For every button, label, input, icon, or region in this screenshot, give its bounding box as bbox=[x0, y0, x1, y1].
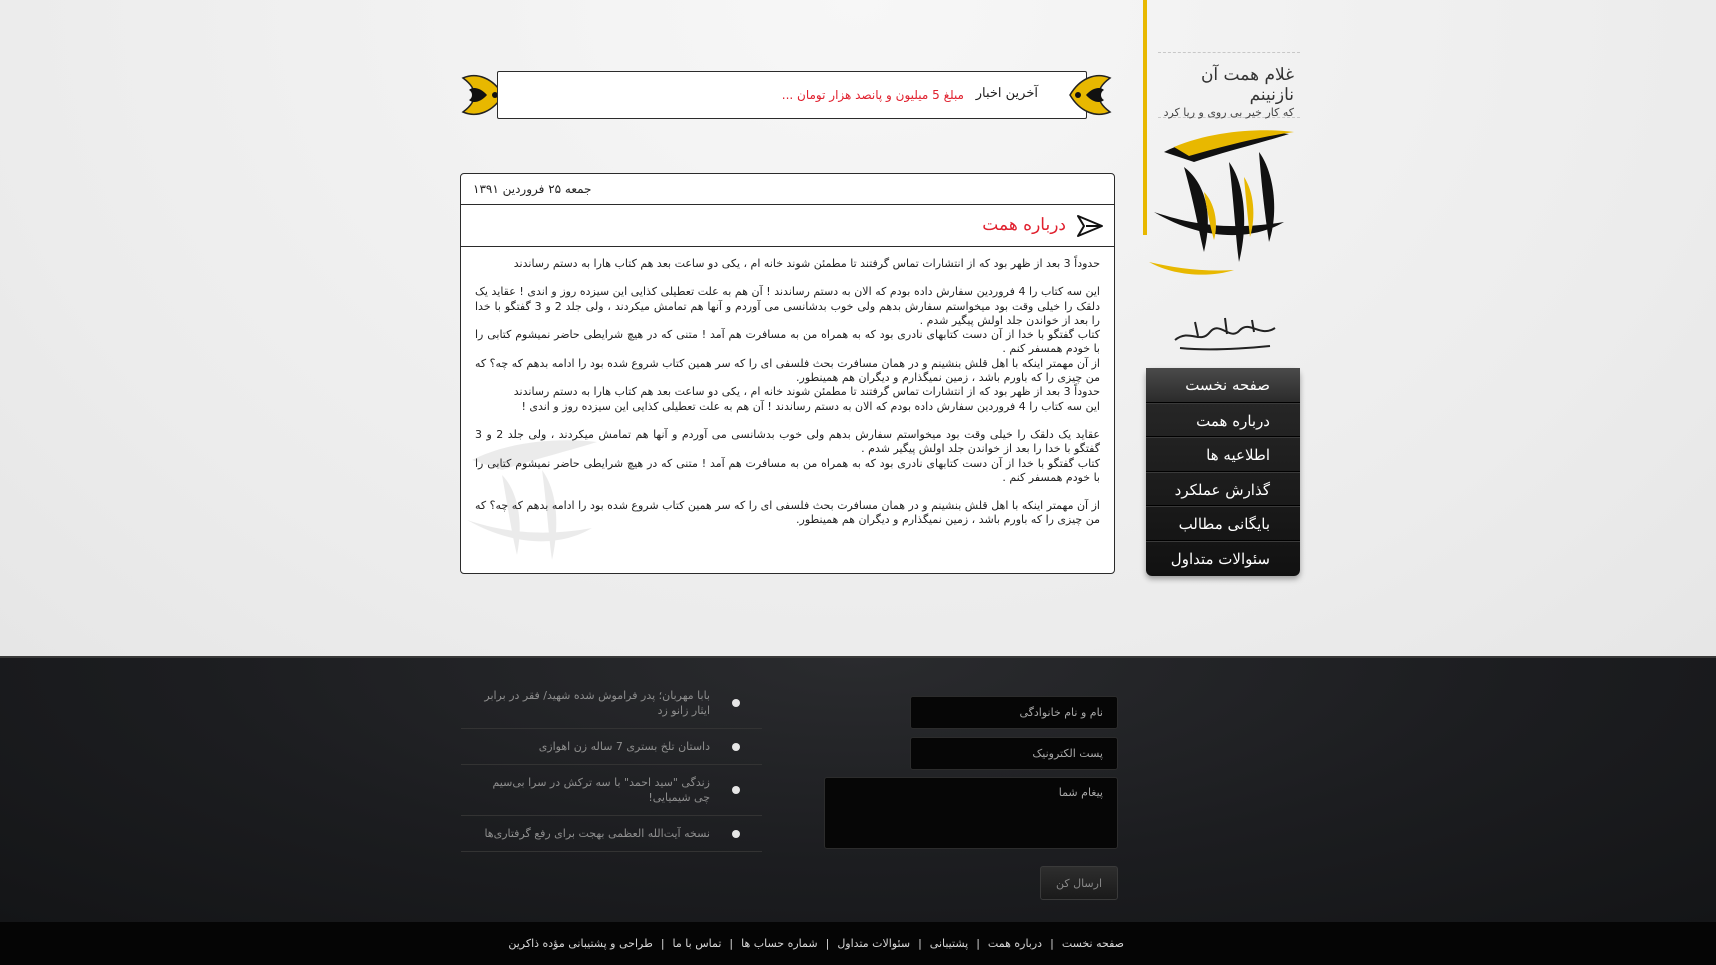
menu-item-about[interactable]: درباره همت bbox=[1146, 403, 1300, 438]
tagline bbox=[1158, 52, 1300, 118]
article-paragraph: از آن مهمتر اینکه با اهل قلش بنشینم و در همان مسافرت بحث فلسفی ای را که سر همین کتاب شروع شده بود را ادامه بدهم که چه؟ که من چیزی را که باورم باشد ، زمین نمیگذارم و دیگران هم همینطور. bbox=[475, 356, 1100, 385]
email-input[interactable] bbox=[910, 737, 1118, 770]
basmala-text: بسم الله الرحمن الرحیم bbox=[1159, 310, 1170, 311]
footer-news-item[interactable]: نسخه آیت‌الله العظمی بهجت برای رفع گرفتاری‌ها bbox=[461, 816, 762, 852]
message-textarea[interactable] bbox=[824, 777, 1118, 849]
footer-news-item[interactable]: زندگی "سید احمد" با سه ترکش در سرا بی‌سیم چی شیمیایی! bbox=[461, 765, 762, 816]
main-menu bbox=[1146, 368, 1300, 576]
article-paragraph: این سه کتاب را 4 فروردین سفارش داده بودم که الان به دستم رساندند ! آن هم به علت تعطیلی کذایی این سیزده روز و اندی ! bbox=[521, 399, 1100, 413]
article-paragraph: عقاید یک دلقک را خیلی وقت بود میخواستم سفارش بدهم ولی خوب بدشانسی می آوردم و آنها هم تمامش میکردند ، ولی جلد 2 و 3 گفتگو با خدا را بعد از خواندن جلد اولش پیگیر شدم . bbox=[475, 427, 1100, 456]
menu-item-faq[interactable]: سئوالات متداول bbox=[1146, 541, 1300, 576]
news-ticker bbox=[497, 71, 1087, 119]
sidebar bbox=[1140, 0, 1300, 600]
footer-news-item[interactable]: بابا مهربان؛ پدر فراموش شده شهید/ فقر در برابر ایثار زانو زد bbox=[461, 678, 762, 729]
article-paragraph: حدوداً 3 بعد از ظهر بود که از انتشارات تماس گرفتند تا مطمئن شوند خانه ام ، یکی دو ساعت بعد هم کتاب هارا به دستم رساندند bbox=[513, 257, 1100, 270]
footer-news-item[interactable]: داستان تلخ بستری 7 ساله زن اهوازی bbox=[461, 729, 762, 765]
tagline-line-1: غلام همت آن نازنینم bbox=[1200, 65, 1294, 105]
arrow-icon bbox=[1074, 214, 1104, 238]
title-bar bbox=[461, 205, 1114, 247]
footer-link-home[interactable]: صفحه نخست bbox=[1061, 937, 1124, 950]
site-logo[interactable] bbox=[1141, 122, 1296, 282]
article-paragraph: حدوداً 3 بعد از ظهر بود که از انتشارات تماس گرفتند تا مطمئن شوند خانه ام ، یکی دو ساعت بعد هم کتاب هارا به دستم رساندند bbox=[513, 385, 1100, 399]
contact-form bbox=[820, 696, 1120, 906]
footer-link-accounts[interactable]: شماره حساب ها bbox=[741, 937, 818, 950]
basmala-calligraphy bbox=[1159, 310, 1280, 355]
menu-item-report[interactable]: گذارش عملکرد bbox=[1146, 472, 1300, 507]
name-input[interactable] bbox=[910, 696, 1118, 729]
article-paragraph: این سه کتاب را 4 فروردین سفارش داده بودم که الان به دستم رساندند ! آن هم به علت تعطیلی کذایی این سیزده روز و اندی ! عقاید یک دلقک را خیلی وقت بود میخواستم سفارش بدهم ولی خوب بدشانسی می آوردم و آنها هم تمامش میکردند ، ولی جلد 2 و 3 گفتگو با خدا را بعد از خواندن جلد اولش پیگیر شدم . bbox=[475, 285, 1100, 327]
article-paragraph: کتاب گفتگو با خدا از آن دست کتابهای نادری بود که به همراه من به مسافرت هم آمد ! متنی که در هیچ شرایطی حاضر نمیشوم کتابی را با خودم همسفر کنم . bbox=[475, 456, 1100, 484]
date-bar bbox=[461, 174, 1114, 205]
bottom-link-bar bbox=[0, 922, 1716, 965]
footer-link-faq[interactable]: سئوالات متداول bbox=[837, 937, 911, 950]
send-button[interactable]: ارسال کن bbox=[1040, 866, 1118, 900]
menu-item-home[interactable]: صفحه نخست bbox=[1146, 368, 1300, 403]
post-date: جمعه ۲۵ فروردین ۱۳۹۱ bbox=[473, 182, 592, 196]
footer-links: صفحه نخست|درباره همت|پشتیبانی|سئوالات متداول|شماره حساب ها|تماس با ما|طراحی و پشتیبانی مؤده ذاکرین bbox=[508, 937, 1124, 950]
logo-text: همت bbox=[1141, 122, 1144, 123]
logo-watermark bbox=[462, 430, 602, 570]
footer-news-list bbox=[461, 678, 762, 852]
footer bbox=[0, 656, 1716, 922]
footer-link-about[interactable]: درباره همت bbox=[987, 937, 1043, 950]
footer-link-credits[interactable]: طراحی و پشتیبانی مؤده ذاکرین bbox=[508, 937, 653, 950]
article-paragraph: از آن مهمتر اینکه با اهل قلش بنشینم و در همان مسافرت بحث فلسفی ای را که سر همین کتاب شروع شده بود را ادامه بدهم که چه؟ که من چیزی را که باورم باشد ، زمین نمیگذارم و دیگران هم همینطور. bbox=[475, 499, 1100, 527]
menu-item-archive[interactable]: بایگانی مطالب bbox=[1146, 506, 1300, 541]
page-title: درباره همت bbox=[982, 215, 1066, 235]
footer-link-support[interactable]: پشتیبانی bbox=[929, 937, 969, 950]
ticker-label: آخرین اخبار bbox=[975, 86, 1038, 101]
menu-item-announcements[interactable]: اطلاعیه ها bbox=[1146, 437, 1300, 472]
article-paragraph: کتاب گفتگو با خدا از آن دست کتابهای نادری بود که به همراه من به مسافرت هم آمد ! متنی که در هیچ شرایطی حاضر نمیشوم کتابی را با خودم همسفر کنم . bbox=[475, 328, 1100, 356]
ticker-ornament-right bbox=[1068, 68, 1116, 122]
footer-link-contact[interactable]: تماس با ما bbox=[672, 937, 722, 950]
ticker-headline[interactable]: مبلغ 5 میلیون و پانصد هزار تومان ... bbox=[781, 88, 964, 102]
tagline-line-2: که کار خیر بی روی و ریا کرد bbox=[1163, 106, 1294, 119]
